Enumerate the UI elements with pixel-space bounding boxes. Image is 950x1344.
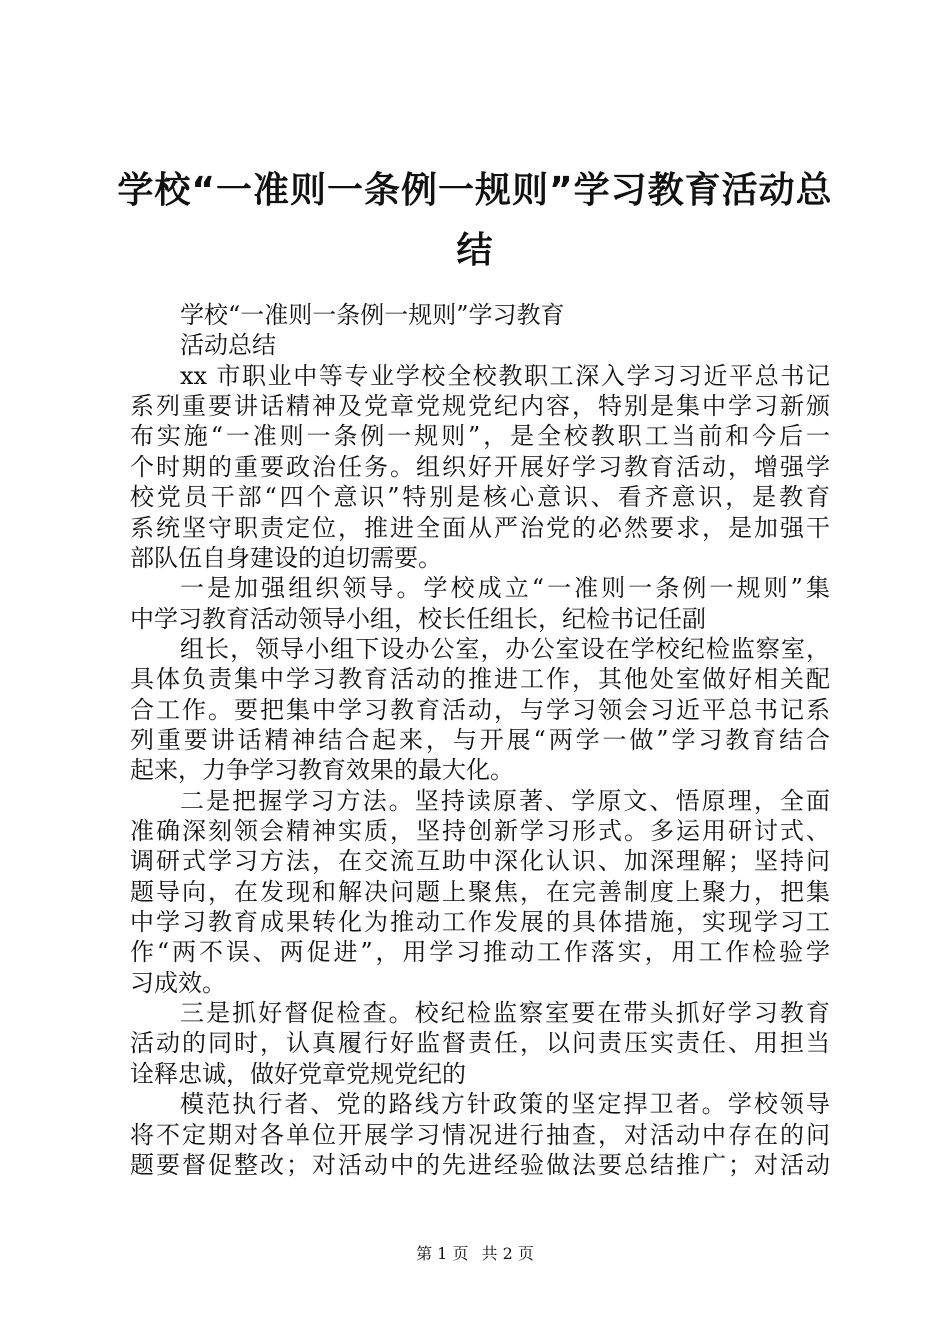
- page-footer: [0, 1241, 950, 1264]
- body-line: 中学习教育成果转化为推动工作发展的具体措施，实现学习工: [130, 908, 830, 936]
- body-line: 准确深刻领会精神实质，坚持创新学习形式。多运用研讨式、: [130, 817, 830, 845]
- body-line: xx 市职业中等专业学校全校教职工深入学习习近平总书记: [180, 361, 830, 390]
- body-line: 系统坚守职责定位，推进全面从严治党的必然要求，是加强干: [130, 513, 830, 542]
- page-total: 共 2 页: [481, 1244, 534, 1263]
- body-line: 起来，力争学习教育效果的最大化。: [130, 756, 514, 785]
- body-line: 活动总结: [180, 331, 276, 360]
- body-line: 具体负责集中学习教育活动的推进工作，其他处室做好相关配: [130, 665, 830, 694]
- body-line: 布实施“一准则一条例一规则”，是全校教职工当前和今后一: [130, 422, 830, 451]
- body-line: 校党员干部“四个意识”特别是核心意识、看齐意识，是教育: [130, 483, 830, 512]
- body-line: 系列重要讲话精神及党章党规党纪内容，特别是集中学习新颁: [130, 392, 830, 421]
- body-line: 二是把握学习方法。坚持读原著、学原文、悟原理，全面: [180, 786, 830, 815]
- body-line: 组长，领导小组下设办公室，办公室设在学校纪检监察室，: [180, 634, 830, 663]
- body-line: 部队伍自身建设的迫切需要。: [130, 543, 442, 572]
- body-line: 调研式学习方法，在交流互助中深化认识、加深理解；坚持问: [130, 847, 830, 876]
- body-line: 活动的同时，认真履行好监督责任，以问责压实责任、用担当: [130, 1029, 830, 1058]
- body-line: 中学习教育活动领导小组，校长任组长，纪检书记任副: [130, 604, 706, 633]
- body-line: 个时期的重要政治任务。组织好开展好学习教育活动，增强学: [130, 452, 830, 481]
- body-line: 题要督促整改；对活动中的先进经验做法要总结推广；对活动: [130, 1150, 830, 1179]
- body-line: 将不定期对各单位开展学习情况进行抽查，对活动中存在的问: [130, 1120, 830, 1149]
- page-number: 第 1 页: [416, 1244, 469, 1263]
- body-line: 诠释忠诚，做好党章党规党纪的: [130, 1059, 466, 1088]
- body-line: 习成效。: [130, 968, 226, 997]
- body-line: 模范执行者、党的路线方针政策的坚定捍卫者。学校领导: [180, 1090, 830, 1119]
- document-title-line-2: 结: [456, 230, 494, 271]
- body-line: 题导向，在发现和解决问题上聚焦，在完善制度上聚力，把集: [130, 877, 830, 906]
- body-line: 三是抓好督促检查。校纪检监察室要在带头抓好学习教育: [180, 999, 830, 1028]
- body-line: 学校“一准则一条例一规则”学习教育: [180, 301, 565, 329]
- body-line: 合工作。要把集中学习教育活动，与学习领会习近平总书记系: [130, 695, 830, 724]
- body-line: 作“两不误、两促进”，用学习推动工作落实，用工作检验学: [130, 938, 830, 967]
- body-line: 一是加强组织领导。学校成立“一准则一条例一规则”集: [180, 574, 830, 603]
- body-line: 列重要讲话精神结合起来，与开展“两学一做”学习教育结合: [130, 725, 830, 754]
- document-title-line-1: 学校“一准则一条例一规则”学习教育活动总: [117, 170, 833, 211]
